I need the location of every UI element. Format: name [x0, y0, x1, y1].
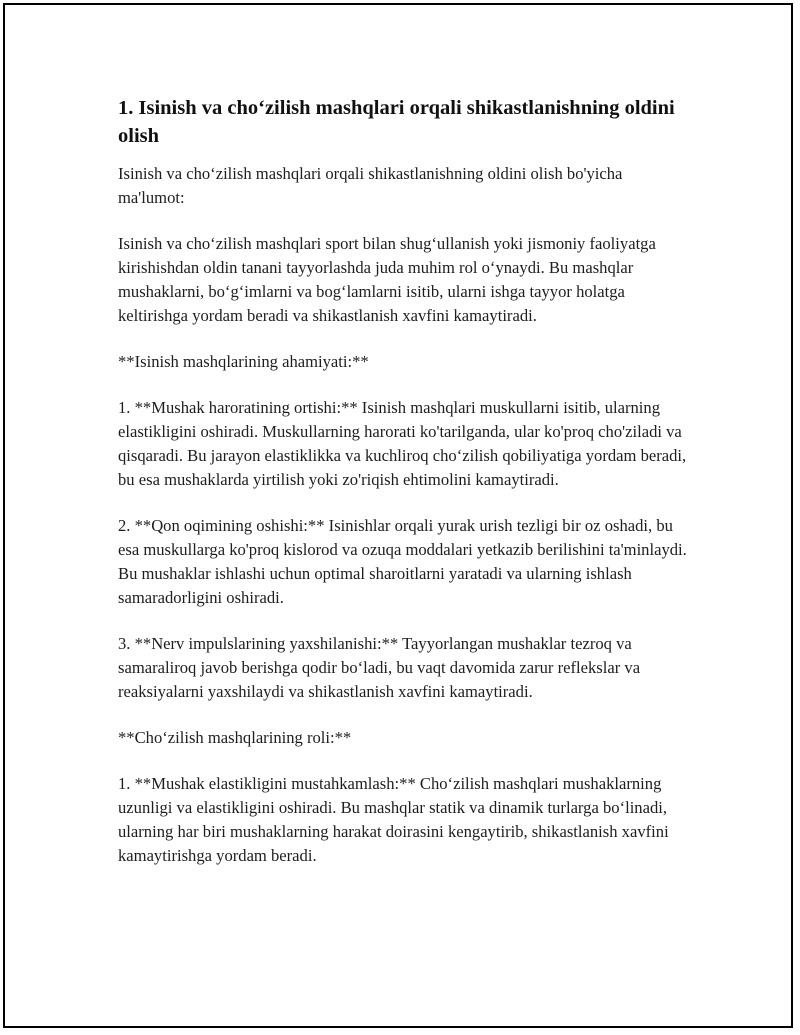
overview-paragraph: Isinish va cho‘zilish mashqlari sport bilan shug‘ullanish yoki jismoniy faoliyatga kirishishdan oldin tanani tayyorlashda juda muhim rol o‘ynaydi. Bu mashqlar mushaklarni, bo‘g‘imlarni va bog‘lamlarni isitib, ularni ishga tayyor holatga keltirishga yordam beradi va shikastlanish xavfini kamaytiradi. [118, 234, 656, 325]
stretching-section-label: **Cho‘zilish mashqlarining roli:** [118, 728, 352, 747]
warmup-item-2: 2. **Qon oqimining oshishi:** Isinishlar orqali yurak urish tezligi bir oz oshadi, bu esa muskullarga ko'proq kislorod va ozuqa moddalari yetkazib berilishini ta'minlaydi. Bu mushaklar ishlashi uchun optimal sharoitlarni yaratadi va ularning ishlash samaradorligini oshiradi. [118, 516, 687, 607]
warmup-item-1: 1. **Mushak haroratining ortishi:** Isinish mashqlari muskullarni isitib, ularning elastikligini oshiradi. Muskullarning harorati ko'tarilganda, ular ko'proq cho'ziladi va qisqaradi. Bu jarayon elastiklikka va kuchliroq cho‘zilish qobiliyatiga yordam beradi, bu esa mushaklarda yirtilish yoki zo'riqish ehtimolini kamaytiradi. [118, 398, 687, 489]
warmup-section-label: **Isinish mashqlarining ahamiyati:** [118, 352, 369, 371]
stretching-item-1: 1. **Mushak elastikligini mustahkamlash:** Cho‘zilish mashqlari mushaklarning uzunligi va elastikligini oshiradi. Bu mashqlar statik va dinamik turlarga bo‘linadi, ularning har biri mushaklarning harakat doirasini kengaytirib, shikastlanish xavfini kamaytirishga yordam beradi. [118, 774, 669, 865]
warmup-item-3: 3. **Nerv impulslarining yaxshilanishi:** Tayyorlangan mushaklar tezroq va samaraliroq javob berishga qodir bo‘ladi, bu vaqt davomida zarur reflekslar va reaksiyalarni yaxshilaydi va shikastlanish xavfini kamaytiradi. [118, 634, 641, 701]
document-body [118, 94, 688, 890]
document-heading: 1. Isinish va cho‘zilish mashqlari orqali shikastlanishning oldini olish [118, 97, 675, 147]
intro-paragraph: Isinish va cho‘zilish mashqlari orqali shikastlanishning oldini olish bo'yicha ma'lumot: [118, 164, 623, 207]
